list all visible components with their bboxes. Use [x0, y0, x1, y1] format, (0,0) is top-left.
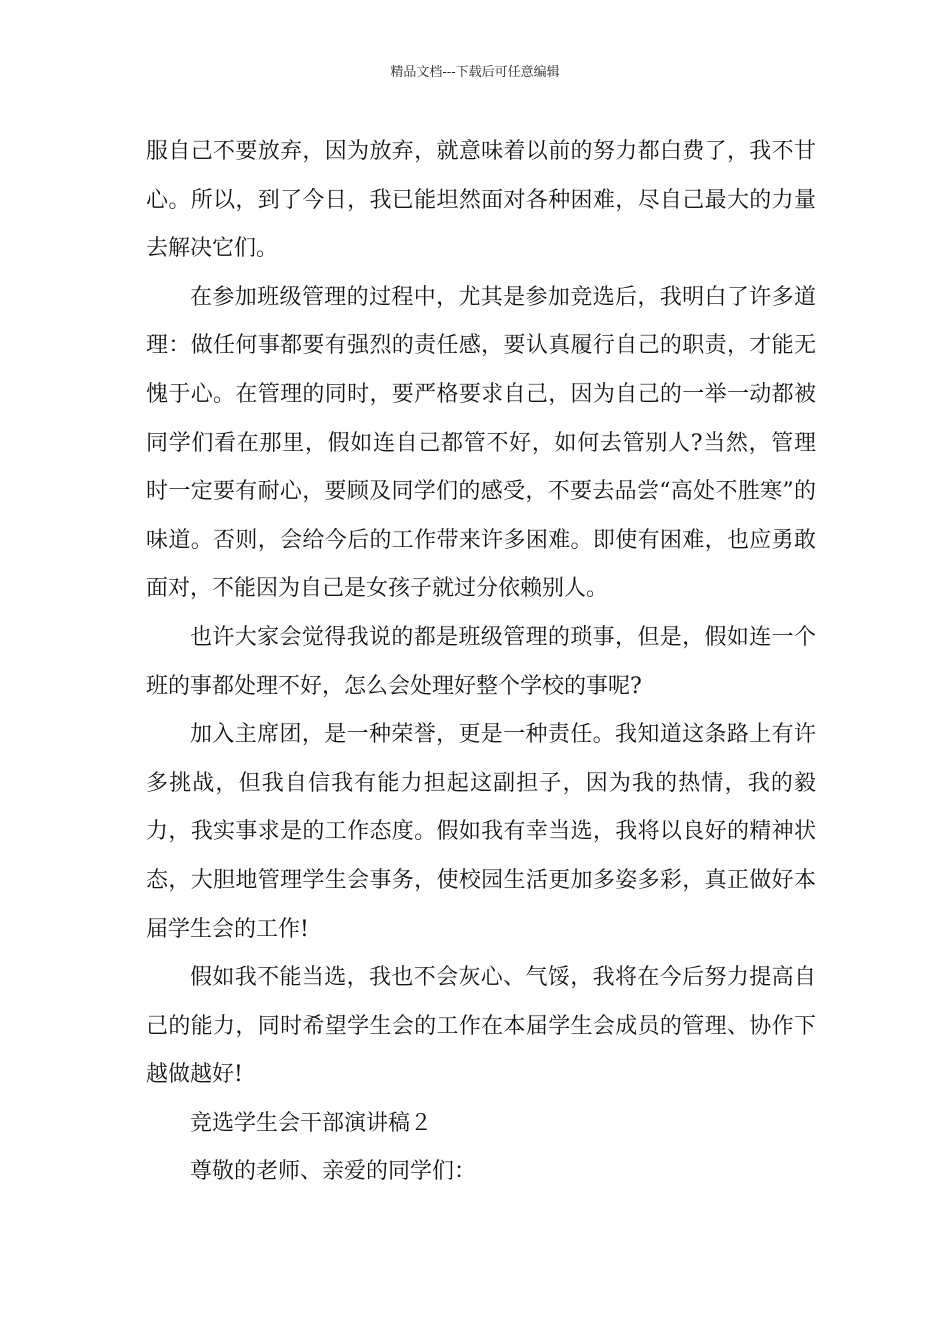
paragraph-class-management: 在参加班级管理的过程中，尤其是参加竞选后，我明白了许多道理：做任何事都要有强烈的责任感，要认真履行自己的职责，才能无愧于心。在管理的同时，要严格要求自己，因为自己的一举一动都被同学们看在那里，假如连自己都管不好，如何去管别人?当然，管理时一定要有耐心，要顾及同学们的感受，不要去品尝“高处不胜寒”的味道。否则，会给今后的工作带来许多困难。即使有困难，也应勇敢面对，不能因为自己是女孩子就过分依赖别人。 — [146, 284, 816, 602]
paragraph-continued: 服自己不要放弃，因为放弃，就意味着以前的努力都白费了，我不甘心。所以，到了今日，我已能坦然面对各种困难，尽自己最大的力量去解决它们。 — [146, 139, 816, 262]
page-header: 精品文档---下载后可任意编辑 — [390, 65, 560, 80]
section-title: 竞选学生会干部演讲稿２ — [190, 1110, 433, 1136]
paragraph-if-not-elected: 假如我不能当选，我也不会灰心、气馁，我将在今后努力提高自己的能力，同时希望学生会的工作在本届学生会成员的管理、协作下越做越好! — [146, 965, 816, 1088]
paragraph-trivial-matters: 也许大家会觉得我说的都是班级管理的琐事，但是，假如连一个班的事都处理不好，怎么会处理好整个学校的事呢? — [146, 624, 816, 699]
salutation: 尊敬的老师、亲爱的同学们： — [190, 1159, 477, 1185]
paragraph-presidium: 加入主席团，是一种荣誉，更是一种责任。我知道这条路上有许多挑战，但我自信我有能力担起这副担子，因为我的热情，我的毅力，我实事求是的工作态度。假如我有幸当选，我将以良好的精神状态，大胆地管理学生会事务，使校园生活更加多姿多彩，真正做好本届学生会的工作! — [146, 722, 816, 942]
document-body — [146, 128, 816, 1197]
